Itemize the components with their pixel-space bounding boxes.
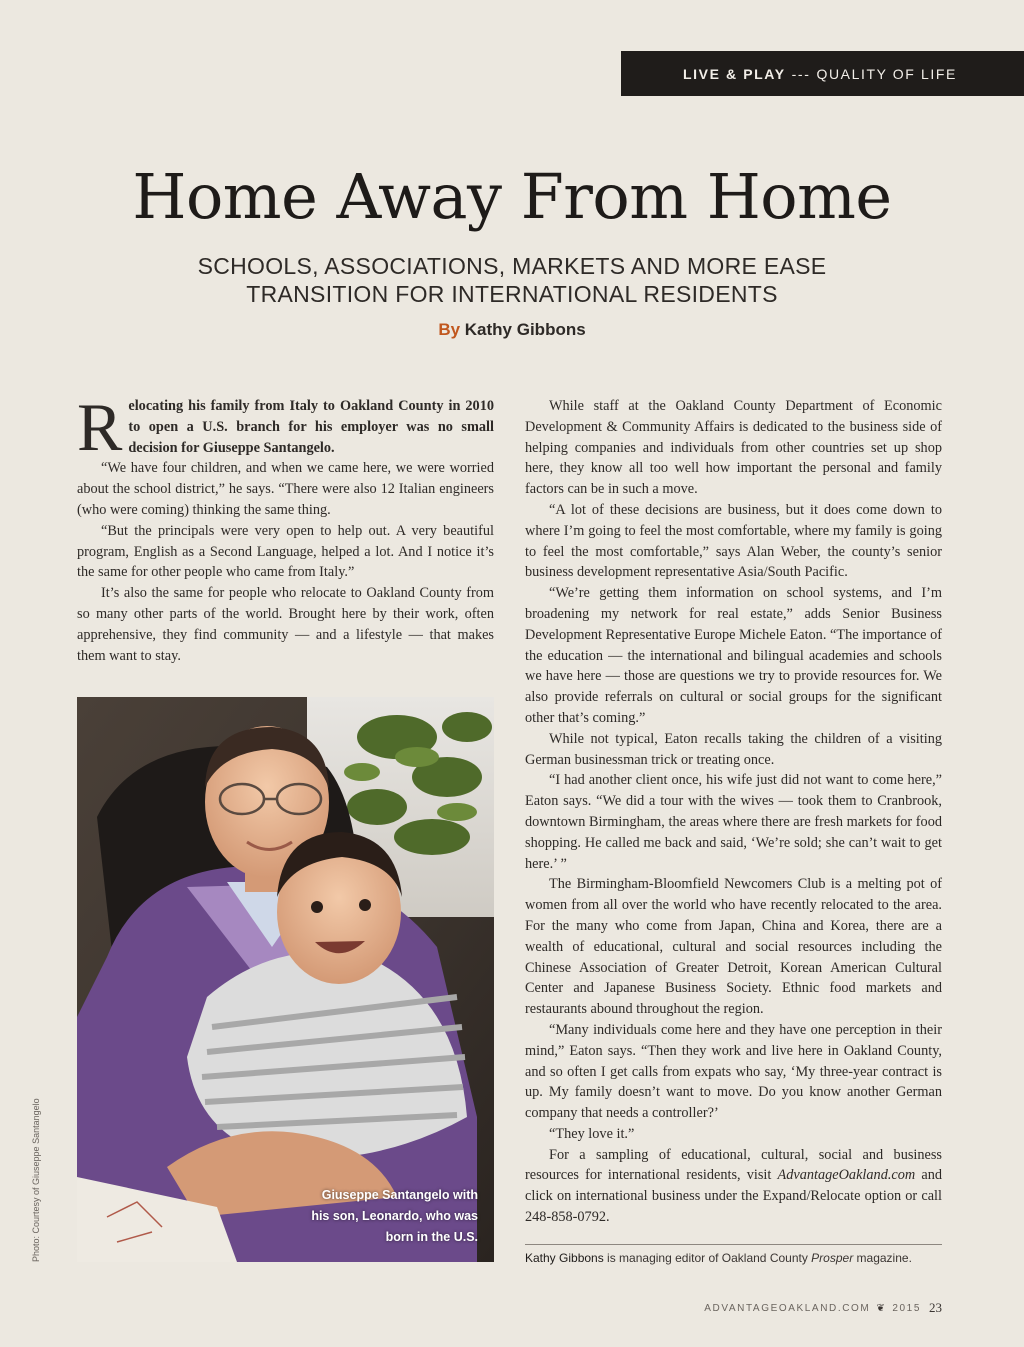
body-paragraph: “A lot of these decisions are business, but it does come down to where I’m going to feel the most comfortable, where my family is going to feel the most comfortable,” says Alan Weber, the county’s senior business development representative Asia/South Pacific. [525,501,942,581]
section-separator: --- [791,65,811,82]
body-paragraph: “We’re getting them information on school systems, and I’m broadening my network for real estate,” adds Senior Business Development Representative Europe Michele Eaton. “The importance of the education — the international and bilingual academies and schools we have here — those are questions we try to provide resources for. We also provide referrals on cultural or social groups for the significant other that’s coming.” [525,585,942,726]
caption-line: born in the U.S. [385,1230,478,1244]
bio-name: Kathy Gibbons [525,1251,604,1265]
website-link[interactable]: AdvantageOakland.com [777,1167,916,1184]
leaf-icon: ❦ [876,1302,887,1314]
page-number: 23 [929,1300,942,1315]
body-paragraph: “Many individuals come here and they have one perception in their mind,” Eaton says. “Then they work and live here in Oakland County, and so often I get calls from expats who say, ‘My three-year contract is up. My family doesn’t want to move. Do you know another German company that needs a controller?’ [525,1021,942,1122]
byline-by: By [438,320,461,339]
byline [0,320,1024,340]
body-paragraph: It’s also the same for people who relocate to Oakland County from so many other parts of the world. Brought here by their work, often apprehensive, they find community — and a lifestyle — that makes them want to stay. [77,585,494,664]
lead-paragraph [77,389,494,465]
body-paragraph: “But the principals were very open to help out. A very beautiful program, English as a Second Language, helped a lot. And I notice it’s the same for other people who came from Italy.” [77,522,494,581]
body-paragraph: “I had another client once, his wife just did not want to come here,” Eaton says. “We did a tour with the wives — took them to Cranbrook, downtown Birmingham, the areas where there are fresh markets for food shopping. He called me back and said, ‘We’re sold; she can’t wait to get here.’ ” [525,772,942,872]
bio-text: is managing editor of Oakland County [603,1251,812,1265]
caption-line: his son, Leonardo, who was [311,1209,478,1223]
body-paragraph: “We have four children, and when we came here, we were worried about the school district,” he says. “There were also 12 Italian engineers (who were coming) thinking the same thing. [77,460,494,518]
page-footer [704,1300,942,1316]
deck-line: SCHOOLS, ASSOCIATIONS, MARKETS AND MORE EASE [197,253,827,279]
lead-text: elocating his family from Italy to Oakland County in 2010 to open a U.S. branch for his employer was no small decision for Giuseppe Santangelo. [128,398,494,456]
body-paragraph: The Birmingham-Bloomfield Newcomers Club is a melting pot of women from all over the world who have recently relocated to the area. For the many who come from Japan, China and Korea, there are a wealth of educational, cultural and social resources including the Chinese Association of Greater Detroit, Korean American Cultural Center and Japanese Business Society. Ethnic food markets and restaurants abound throughout the region. [525,876,942,1018]
deck-line: TRANSITION FOR INTERNATIONAL RESIDENTS [246,281,778,307]
right-column [525,396,942,1228]
author-bio [525,1244,942,1265]
bio-text: magazine. [853,1251,912,1265]
photo-caption [311,1185,478,1248]
body-paragraph: While not typical, Eaton recalls taking the children of a visiting German businessman trick or treating once. [525,730,942,768]
closing-text: For a sampling of educational, cultural, social and business resources for international residents, visit [525,1146,942,1184]
footer-site: ADVANTAGEOAKLAND.COM [704,1302,871,1314]
section-label: QUALITY OF LIFE [816,65,957,82]
section-label-bold: LIVE & PLAY [683,65,786,82]
footer-year: 2015 [892,1302,921,1314]
drop-cap: R [77,389,123,465]
photo-credit: Photo: Courtesy of Giuseppe Santangelo [31,1098,41,1262]
bio-publication: Prosper [811,1251,854,1265]
deck [0,252,1024,308]
byline-author: Kathy Gibbons [464,320,586,339]
body-paragraph: While staff at the Oakland County Department of Economic Development & Community Affairs is dedicated to the business side of helping companies and individuals from other countries set up shop here, they know all too well how important the personal and family factors can be in such a move. [525,398,942,498]
headline: Home Away From Home [132,160,892,233]
caption-line: Giuseppe Santangelo with [321,1188,478,1202]
closing-text: and click on international business under the Expand/Relocate option or call 248-858-0792. [525,1167,942,1226]
left-column [77,389,494,666]
photo-illustration [77,697,494,1262]
body-paragraph: “They love it.” [549,1125,635,1142]
section-tab [621,51,1024,96]
article-photo [77,697,494,1262]
closing-paragraph [525,1145,942,1228]
